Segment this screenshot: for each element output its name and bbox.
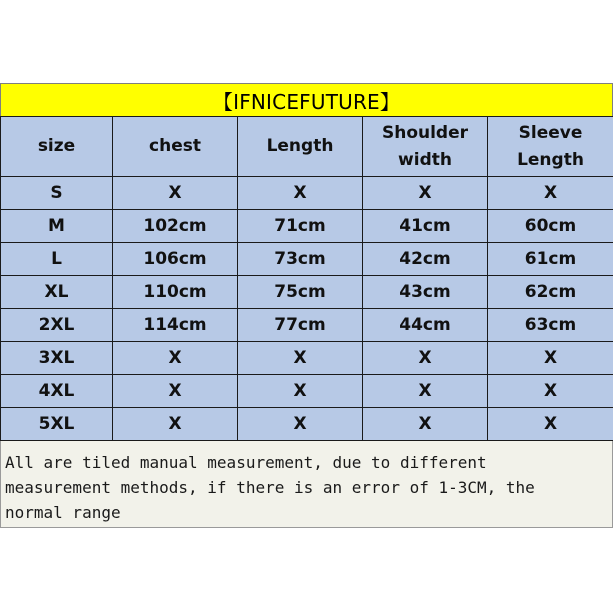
shoulder-width-cell: X bbox=[363, 375, 488, 408]
size-cell: 4XL bbox=[1, 375, 113, 408]
length-cell: X bbox=[238, 342, 363, 375]
length-cell: 77cm bbox=[238, 309, 363, 342]
shoulder-width-cell: X bbox=[363, 342, 488, 375]
size-cell: S bbox=[1, 177, 113, 210]
size-cell: 5XL bbox=[1, 408, 113, 441]
chest-cell: 102cm bbox=[113, 210, 238, 243]
length-cell: 71cm bbox=[238, 210, 363, 243]
chest-cell: 106cm bbox=[113, 243, 238, 276]
size-cell: L bbox=[1, 243, 113, 276]
table-row bbox=[1, 276, 613, 309]
header-row bbox=[1, 117, 613, 177]
shoulder-width-cell: 43cm bbox=[363, 276, 488, 309]
header-chest: chest bbox=[113, 117, 238, 177]
size-cell: 2XL bbox=[1, 309, 113, 342]
shoulder-width-cell: 42cm bbox=[363, 243, 488, 276]
chest-cell: X bbox=[113, 342, 238, 375]
length-cell: X bbox=[238, 375, 363, 408]
chest-cell: 110cm bbox=[113, 276, 238, 309]
chest-cell: 114cm bbox=[113, 309, 238, 342]
table-row bbox=[1, 408, 613, 441]
sleeve-length-cell: X bbox=[488, 408, 613, 441]
sleeve-length-cell: X bbox=[488, 342, 613, 375]
length-cell: 73cm bbox=[238, 243, 363, 276]
sleeve-length-cell: 62cm bbox=[488, 276, 613, 309]
header-size: size bbox=[1, 117, 113, 177]
table-row bbox=[1, 177, 613, 210]
table-row bbox=[1, 243, 613, 276]
chest-cell: X bbox=[113, 408, 238, 441]
sleeve-length-cell: 60cm bbox=[488, 210, 613, 243]
table-row bbox=[1, 375, 613, 408]
header-shoulder-width: Shoulder width bbox=[363, 117, 488, 177]
size-table bbox=[0, 116, 613, 441]
sleeve-length-cell: 63cm bbox=[488, 309, 613, 342]
sleeve-length-cell: X bbox=[488, 375, 613, 408]
brand-title: 【IFNICEFUTURE】 bbox=[0, 83, 613, 116]
size-cell: M bbox=[1, 210, 113, 243]
sleeve-length-cell: X bbox=[488, 177, 613, 210]
header-sleeve-length: Sleeve Length bbox=[488, 117, 613, 177]
size-cell: 3XL bbox=[1, 342, 113, 375]
sleeve-length-cell: 61cm bbox=[488, 243, 613, 276]
measurement-note: All are tiled manual measurement, due to different measurement methods, if there is an error of 1-3CM, the normal range bbox=[0, 441, 613, 528]
length-cell: X bbox=[238, 408, 363, 441]
length-cell: 75cm bbox=[238, 276, 363, 309]
table-row bbox=[1, 309, 613, 342]
shoulder-width-cell: 41cm bbox=[363, 210, 488, 243]
table-row bbox=[1, 210, 613, 243]
chest-cell: X bbox=[113, 177, 238, 210]
shoulder-width-cell: X bbox=[363, 408, 488, 441]
shoulder-width-cell: 44cm bbox=[363, 309, 488, 342]
shoulder-width-cell: X bbox=[363, 177, 488, 210]
length-cell: X bbox=[238, 177, 363, 210]
table-row bbox=[1, 342, 613, 375]
size-cell: XL bbox=[1, 276, 113, 309]
size-chart bbox=[0, 83, 613, 528]
chest-cell: X bbox=[113, 375, 238, 408]
header-length: Length bbox=[238, 117, 363, 177]
